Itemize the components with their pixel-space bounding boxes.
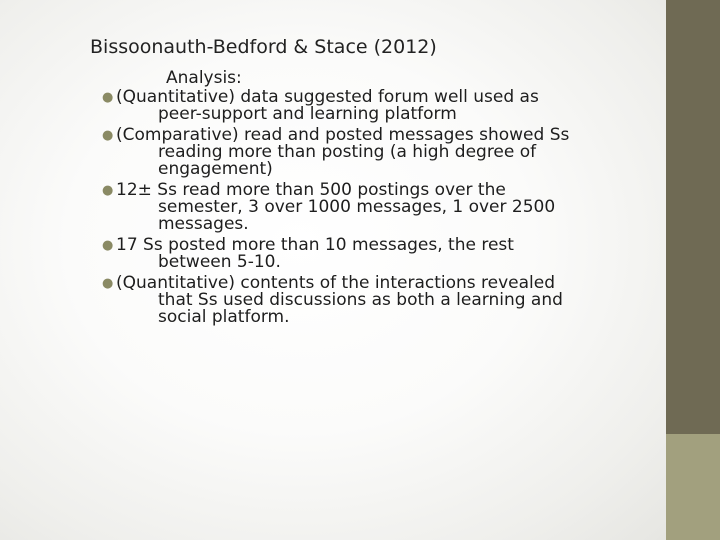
- bullet-line: between 5-10.: [158, 252, 281, 272]
- bullet-dot-icon: ●: [102, 183, 114, 198]
- bullet-list: [102, 89, 662, 326]
- bullet-text: [116, 182, 555, 233]
- bullet-item: [102, 89, 662, 123]
- bullet-item: [102, 275, 662, 326]
- sidebar-decoration-bottom: [666, 434, 720, 540]
- bullet-line: reading more than posting (a high degree of: [158, 142, 537, 162]
- slide-content: [102, 70, 662, 330]
- bullet-text: [116, 237, 514, 271]
- bullet-line: 12± Ss read more than 500 postings over the: [116, 180, 506, 200]
- bullet-line: that Ss used discussions as both a learning and: [158, 290, 563, 310]
- bullet-line: (Quantitative) data suggested forum well used as: [116, 87, 539, 107]
- bullet-dot-icon: ●: [102, 276, 114, 291]
- bullet-line: messages.: [158, 214, 249, 234]
- bullet-line: (Comparative) read and posted messages showed Ss: [116, 125, 570, 145]
- bullet-dot-icon: ●: [102, 90, 114, 105]
- bullet-item: [102, 237, 662, 271]
- bullet-line: social platform.: [158, 307, 290, 327]
- bullet-line: engagement): [158, 159, 273, 179]
- bullet-text: [116, 275, 563, 326]
- bullet-item: [102, 127, 662, 178]
- bullet-dot-icon: ●: [102, 238, 114, 253]
- bullet-line: 17 Ss posted more than 10 messages, the rest: [116, 235, 514, 255]
- bullet-line: peer-support and learning platform: [158, 104, 457, 124]
- bullet-dot-icon: ●: [102, 128, 114, 143]
- bullet-text: [116, 89, 539, 123]
- bullet-line: semester, 3 over 1000 messages, 1 over 2500: [158, 197, 556, 217]
- slide-title: Bissoonauth-Bedford & Stace (2012): [90, 36, 437, 58]
- bullet-line: (Quantitative) contents of the interactions revealed: [116, 273, 556, 293]
- sidebar-decoration-top: [666, 0, 720, 434]
- analysis-heading: Analysis:: [166, 68, 242, 88]
- bullet-item: [102, 182, 662, 233]
- bullet-text: [116, 127, 569, 178]
